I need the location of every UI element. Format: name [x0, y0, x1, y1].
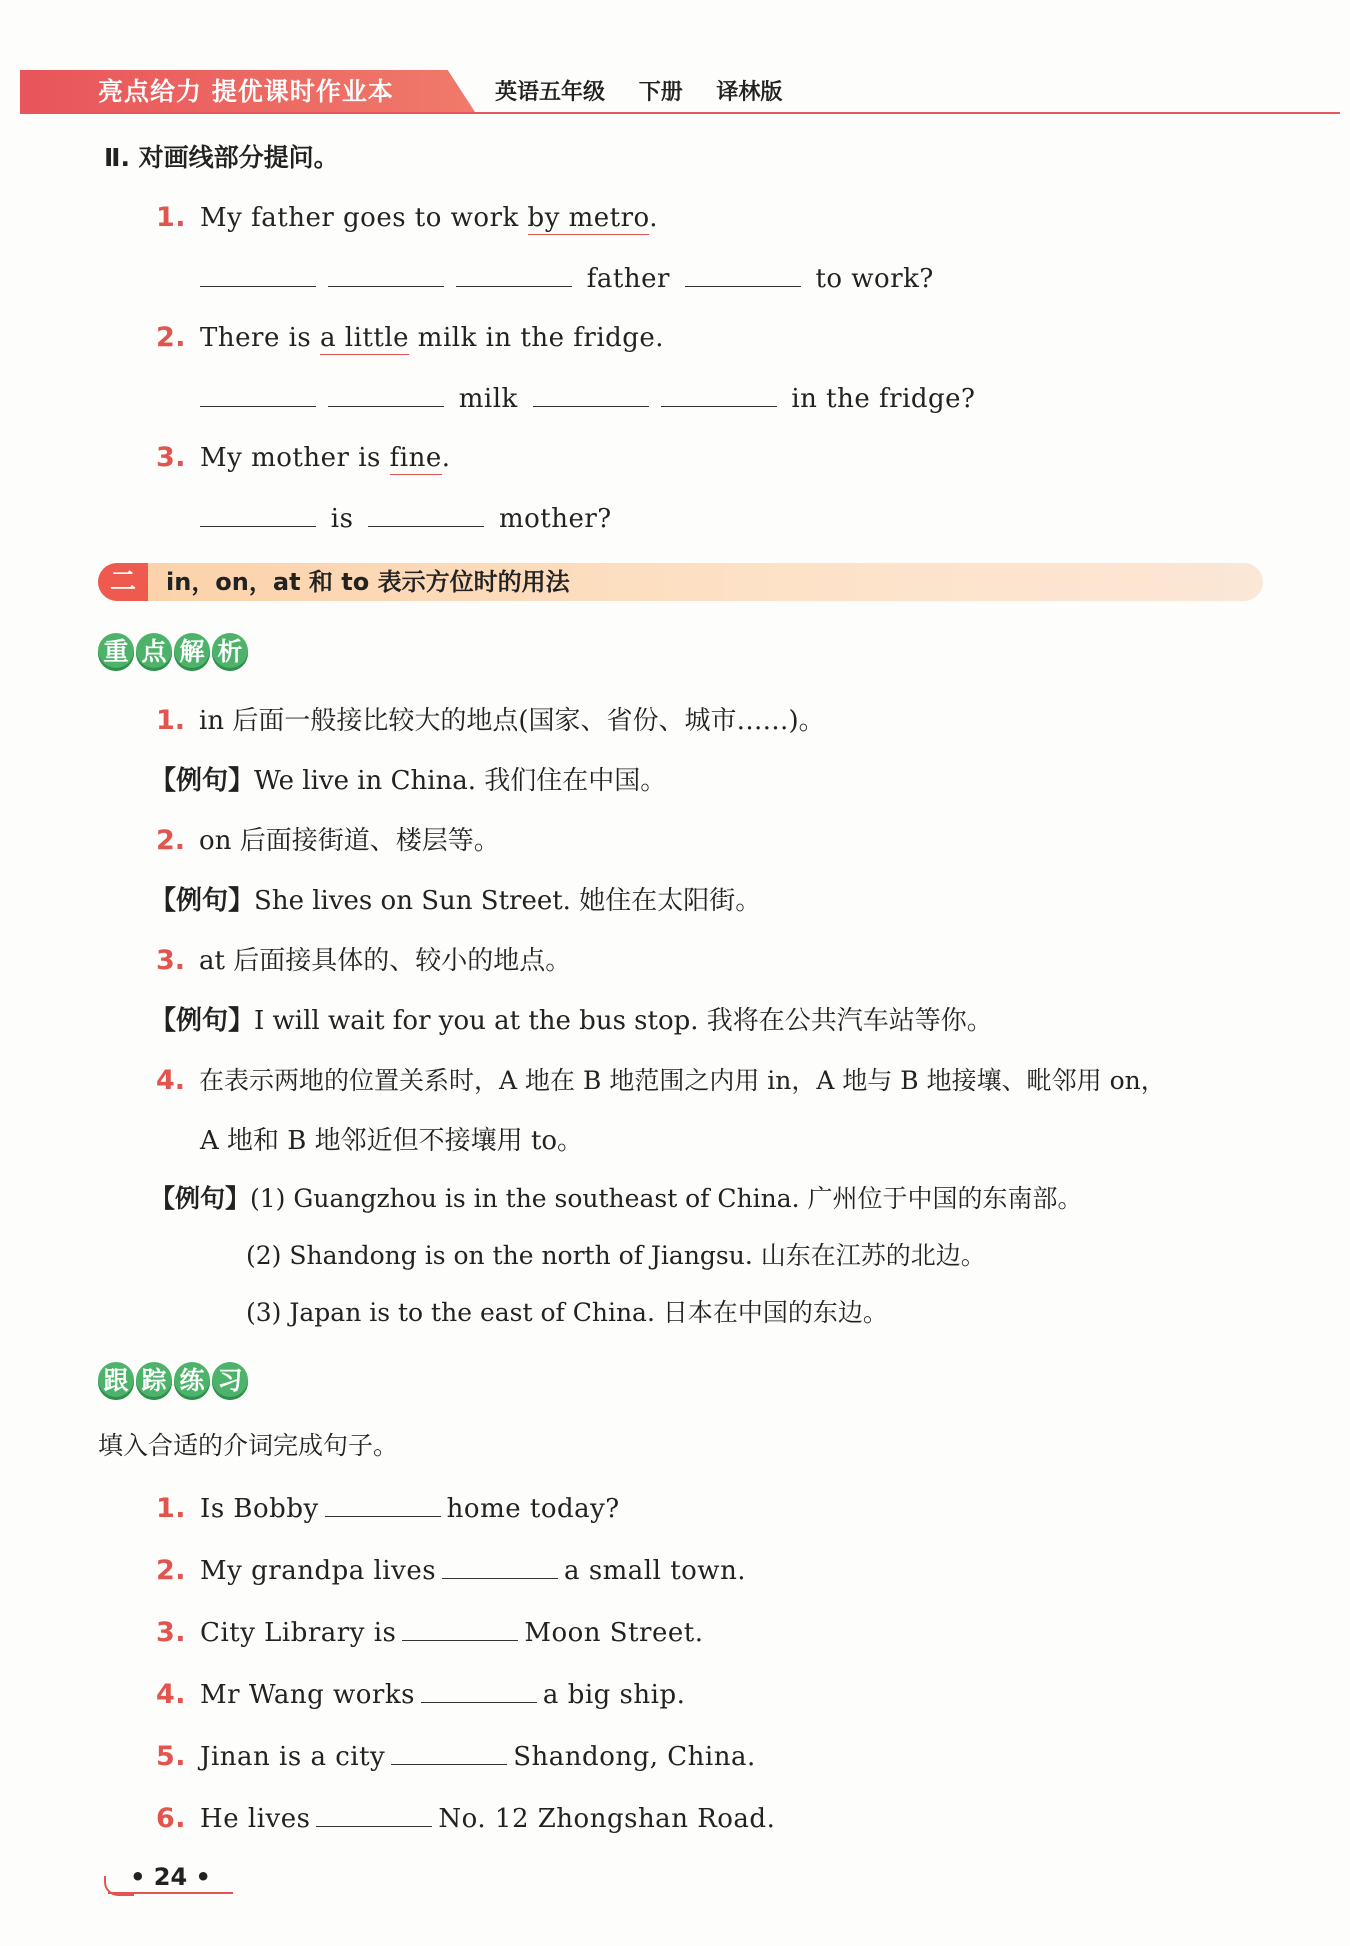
- answer-blank[interactable]: [368, 500, 484, 527]
- sentence-end: a big ship.: [542, 1680, 686, 1710]
- analysis-point-4-cont: A 地和 B 地邻近但不接壤用 to。: [200, 1126, 584, 1156]
- answer-blank[interactable]: [456, 260, 572, 287]
- sentence-end: Shandong, China.: [513, 1742, 756, 1772]
- question-text: My mother is: [200, 443, 390, 473]
- part2-question-2: [156, 320, 664, 356]
- sentence-end: No. 12 Zhongshan Road.: [438, 1804, 776, 1834]
- example-tag: 【例句】: [150, 766, 255, 796]
- answer-blank[interactable]: [442, 1552, 558, 1579]
- answer-blank[interactable]: [391, 1738, 507, 1765]
- underlined-part: a little: [320, 323, 410, 353]
- answer-blank[interactable]: [325, 1490, 441, 1517]
- answer-blank[interactable]: [328, 260, 444, 287]
- point-text: at 后面接具体的、较小的地点。: [199, 946, 572, 976]
- sentence-start: Jinan is a city: [200, 1742, 386, 1772]
- part2-question-1: [156, 200, 658, 236]
- item-number: 1.: [156, 705, 186, 736]
- answer-blank[interactable]: [402, 1614, 518, 1641]
- part2-answer-2: [194, 380, 976, 417]
- item-number: 3.: [156, 1617, 187, 1648]
- example-text: She lives on Sun Street. 她住在太阳街。: [254, 886, 762, 916]
- practice-item-4: [156, 1676, 685, 1713]
- example-4-3: (3) Japan is to the east of China. 日本在中国的东边。: [246, 1298, 888, 1327]
- label-char: 解: [174, 633, 210, 671]
- item-number: 1.: [156, 1493, 187, 1524]
- answer-blank[interactable]: [685, 260, 801, 287]
- practice-item-3: [156, 1614, 703, 1651]
- practice-item-2: [156, 1552, 746, 1589]
- example-3: [150, 1003, 993, 1039]
- item-number: 2.: [156, 322, 187, 353]
- header-rule: [20, 112, 1340, 114]
- underlined-part: by metro: [527, 203, 650, 233]
- sentence-start: He lives: [200, 1804, 311, 1834]
- label-char: 跟: [98, 1362, 134, 1400]
- answer-blank[interactable]: [533, 380, 649, 407]
- answer-blank[interactable]: [421, 1676, 537, 1703]
- label-char: 点: [136, 633, 172, 671]
- example-tag: 【例句】: [150, 1006, 255, 1036]
- practice-label: [98, 1362, 248, 1402]
- example-text: We live in China. 我们住在中国。: [254, 766, 667, 796]
- point-text: in 后面一般接比较大的地点(国家、省份、城市……)。: [199, 706, 825, 736]
- point-text: on 后面接街道、楼层等。: [199, 826, 500, 856]
- label-char: 析: [212, 633, 248, 671]
- item-number: 5.: [156, 1741, 187, 1772]
- practice-instruction: 填入合适的介词完成句子。: [98, 1431, 399, 1460]
- answer-word: mother?: [498, 504, 612, 534]
- item-number: 3.: [156, 442, 187, 473]
- sentence-end: a small town.: [564, 1556, 747, 1586]
- item-number: 4.: [156, 1065, 186, 1096]
- answer-blank[interactable]: [200, 500, 316, 527]
- example-tag: 【例句】: [150, 886, 255, 916]
- answer-word: to work?: [815, 264, 934, 294]
- section-badge: 二: [98, 563, 148, 601]
- part2-answer-1: [194, 260, 934, 297]
- volume: 下册: [638, 80, 683, 105]
- part2-answer-3: [194, 500, 612, 537]
- answer-blank[interactable]: [661, 380, 777, 407]
- example-1: [150, 763, 666, 799]
- practice-item-5: [156, 1738, 756, 1775]
- page-number: • 24 •: [108, 1862, 233, 1894]
- question-text-end: milk in the fridge.: [409, 323, 665, 353]
- book-info: [495, 78, 808, 108]
- series-title: 亮点给力 提优课时作业本: [98, 77, 394, 106]
- question-text: My father goes to work: [200, 203, 528, 233]
- analysis-point-2: [156, 823, 500, 859]
- example-4-2: (2) Shandong is on the north of Jiangsu. 山东在江苏的北边。: [246, 1241, 986, 1270]
- question-text-end: .: [441, 443, 451, 473]
- example-tag: 【例句】: [150, 1184, 251, 1213]
- item-number: 1.: [156, 202, 187, 233]
- example-2: [150, 883, 761, 919]
- sentence-start: Mr Wang works: [200, 1680, 415, 1710]
- sentence-end: Moon Street.: [524, 1618, 704, 1648]
- answer-blank[interactable]: [316, 1800, 432, 1827]
- edition: 译林版: [716, 80, 783, 105]
- analysis-point-4: [156, 1063, 1166, 1099]
- item-number: 2.: [156, 1555, 187, 1586]
- answer-word: in the fridge?: [791, 384, 976, 414]
- sentence-start: Is Bobby: [200, 1494, 319, 1524]
- example-text: (1) Guangzhou is in the southeast of China. 广州位于中国的东南部。: [250, 1184, 1083, 1213]
- item-number: 3.: [156, 945, 186, 976]
- item-number: 4.: [156, 1679, 187, 1710]
- item-number: 2.: [156, 825, 186, 856]
- label-char: 踪: [136, 1362, 172, 1400]
- label-char: 重: [98, 633, 134, 671]
- section-title: in，on，at 和 to 表示方位时的用法: [166, 568, 570, 596]
- underlined-part: fine: [389, 443, 442, 473]
- practice-item-1: [156, 1490, 620, 1527]
- example-4-1: [150, 1181, 1083, 1217]
- answer-blank[interactable]: [200, 260, 316, 287]
- analysis-label: [98, 633, 248, 673]
- part2-question-3: [156, 440, 450, 476]
- answer-word: is: [330, 504, 354, 534]
- point-text: 在表示两地的位置关系时，A 地在 B 地范围之内用 in，A 地与 B 地接壤、毗邻用 on，: [199, 1066, 1166, 1095]
- sentence-end: home today?: [446, 1494, 620, 1524]
- question-text: There is: [200, 323, 321, 353]
- label-char: 习: [212, 1362, 248, 1400]
- label-char: 练: [174, 1362, 210, 1400]
- item-number: 6.: [156, 1803, 187, 1834]
- analysis-point-3: [156, 943, 571, 979]
- answer-blank[interactable]: [328, 380, 444, 407]
- answer-blank[interactable]: [200, 380, 316, 407]
- practice-item-6: [156, 1800, 775, 1837]
- answer-word: milk: [458, 384, 518, 414]
- analysis-point-1: [156, 703, 825, 739]
- example-text: I will wait for you at the bus stop. 我将在公共汽车站等你。: [254, 1006, 993, 1036]
- answer-word: father: [586, 264, 670, 294]
- sentence-start: My grandpa lives: [200, 1556, 437, 1586]
- subject: 英语五年级: [495, 80, 606, 105]
- sentence-start: City Library is: [200, 1618, 397, 1648]
- question-text-end: .: [649, 203, 659, 233]
- part2-heading: Ⅱ. 对画线部分提问。: [104, 143, 339, 172]
